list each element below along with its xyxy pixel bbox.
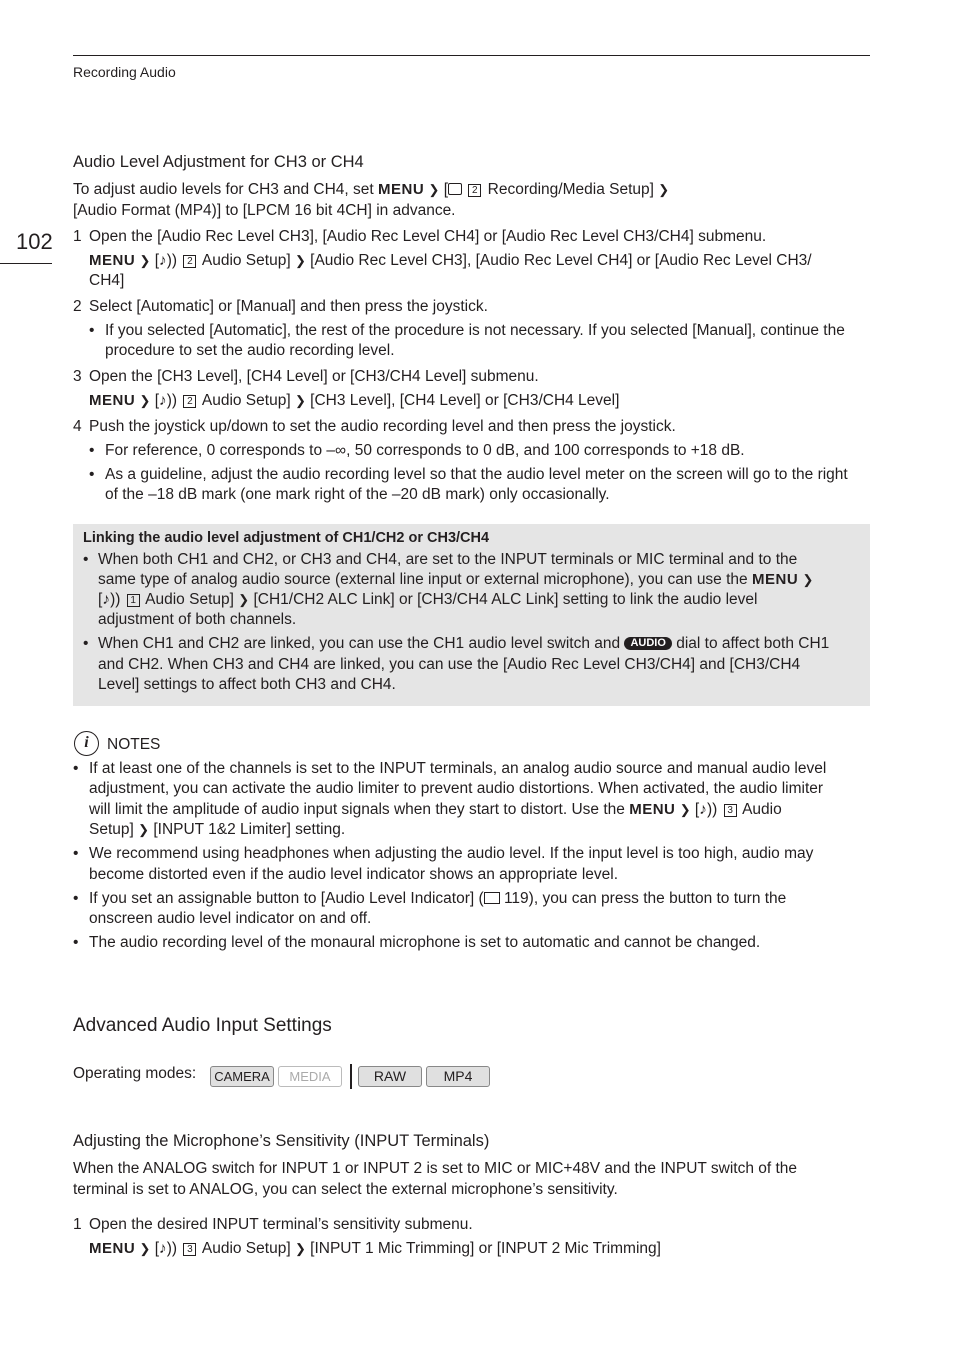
info-icon: i bbox=[74, 731, 99, 756]
step-1-text: Open the [Audio Rec Level CH3], [Audio Rec Level CH4] or [Audio Rec Level CH3/CH4] submenu. bbox=[89, 228, 767, 245]
note-1-line-1: If at least one of the channels is set to the INPUT terminals, an analog audio source and manual audio level bbox=[89, 760, 827, 777]
menu-icon: MENU bbox=[89, 252, 136, 269]
page-reference-link[interactable]: 119), you can press the button to turn the bbox=[503, 890, 787, 907]
submenu-number-icon: 3 bbox=[724, 804, 737, 817]
path-text: Audio Setup] bbox=[145, 591, 234, 608]
step-4-bullet-2-line-1: As a guideline, adjust the audio recording level so that the audio level meter on the screen will go to the right bbox=[105, 466, 848, 483]
arrow-icon: ❯ bbox=[679, 802, 691, 817]
note-1-line-3: will limit the amplitude of audio input signals when they start to distort. Use the MENU ❯ [♪)) 3 Audio bbox=[89, 801, 782, 818]
arrow-icon: ❯ bbox=[139, 1241, 151, 1256]
submenu-number-icon: 1 bbox=[127, 594, 140, 607]
mode-camera-badge: CAMERA bbox=[210, 1066, 274, 1087]
mic-intro-line-2: terminal is set to ANALOG, you can select the external microphone’s sensitivity. bbox=[73, 1181, 618, 1198]
step-1-number: 1 bbox=[73, 228, 82, 245]
linking-b1-line-3: [♪)) 1 Audio Setup] ❯ [CH1/CH2 ALC Link] or [CH3/CH4 ALC Link] setting to link the audio level bbox=[98, 591, 758, 608]
note-1-line-4 bbox=[89, 820, 345, 840]
step-4-number: 4 bbox=[73, 418, 82, 435]
operating-modes-label: Operating modes: bbox=[73, 1065, 197, 1082]
step-2-bullet-line-1: If you selected [Automatic], the rest of the procedure is not necessary. If you selected [Manual], continue the bbox=[105, 322, 845, 339]
note-3-line-2: onscreen audio level indicator on and off. bbox=[89, 910, 372, 927]
bullet: • bbox=[73, 890, 79, 907]
text: dial to affect both CH1 bbox=[676, 635, 830, 652]
section-title-advanced-audio: Advanced Audio Input Settings bbox=[73, 1015, 332, 1036]
path-text: Audio Setup] bbox=[201, 1240, 291, 1257]
step-3-menu-path: MENU ❯ [♪)) 2 Audio Setup] ❯ [CH3 Level], [CH4 Level] or [CH3/CH4 Level] bbox=[89, 392, 620, 409]
bullet: • bbox=[73, 760, 79, 777]
mic-intro-line-1: When the ANALOG switch for INPUT 1 or INPUT 2 is set to MIC or MIC+48V and the INPUT switch of the bbox=[73, 1160, 798, 1177]
linking-b1-line-2 bbox=[98, 570, 813, 590]
path-text: [CH1/CH2 ALC Link] or [CH3/CH4 ALC Link] setting to link the audio level bbox=[253, 591, 758, 608]
linking-b2-line-1 bbox=[98, 634, 829, 654]
step-2-number: 2 bbox=[73, 298, 82, 315]
section-title-ch3-ch4: Audio Level Adjustment for CH3 or CH4 bbox=[73, 153, 364, 171]
arrow-icon: ❯ bbox=[294, 253, 306, 268]
audio-icon: ♪)) bbox=[159, 252, 178, 269]
bullet: • bbox=[73, 845, 79, 862]
mic-step-1-menu-path: MENU ❯ [♪)) 3 Audio Setup] ❯ [INPUT 1 Mic Trimming] or [INPUT 2 Mic Trimming] bbox=[89, 1240, 661, 1257]
menu-icon: MENU bbox=[89, 1240, 136, 1257]
intro-text: To adjust audio levels for CH3 and CH4, set bbox=[73, 181, 374, 198]
note-4: The audio recording level of the monaural microphone is set to automatic and cannot be changed. bbox=[89, 934, 761, 951]
submenu-number-icon: 2 bbox=[468, 184, 481, 197]
step-3-text: Open the [CH3 Level], [CH4 Level] or [CH3/CH4 Level] submenu. bbox=[89, 368, 539, 385]
text: same type of analog audio source (external line input or external microphone), you can use the bbox=[98, 571, 748, 588]
mode-raw-badge: RAW bbox=[358, 1066, 422, 1087]
page-number: 102 bbox=[16, 229, 53, 254]
path-text: Audio Setup] bbox=[201, 252, 291, 269]
intro-line-2: [Audio Format (MP4)] to [LPCM 16 bit 4CH] in advance. bbox=[73, 202, 456, 219]
path-text: [Audio Rec Level CH3], [Audio Rec Level CH4] or [Audio Rec Level CH3/ bbox=[310, 252, 812, 269]
mode-media-badge: MEDIA bbox=[278, 1066, 342, 1087]
intro-path-text: Recording/Media Setup] bbox=[487, 181, 654, 198]
linking-b1-line-1: When both CH1 and CH2, or CH3 and CH4, are set to the INPUT terminals or MIC terminal and to the bbox=[98, 551, 798, 568]
header-rule bbox=[73, 55, 870, 56]
submenu-number-icon: 2 bbox=[183, 395, 196, 408]
path-text: Audio Setup] bbox=[201, 392, 291, 409]
step-2-bullet-line-2: procedure to set the audio recording level. bbox=[105, 342, 395, 359]
bullet: • bbox=[89, 322, 95, 339]
step-1-menu-path-cont: CH4] bbox=[89, 272, 125, 289]
audio-icon: ♪)) bbox=[159, 1240, 178, 1257]
intro-line-1: To adjust audio levels for CH3 and CH4, set MENU ❯ [ 2 Recording/Media Setup] ❯ bbox=[73, 181, 670, 198]
step-3-number: 3 bbox=[73, 368, 82, 385]
step-2-text: Select [Automatic] or [Manual] and then press the joystick. bbox=[89, 298, 488, 315]
arrow-icon: ❯ bbox=[139, 253, 151, 268]
bullet: • bbox=[89, 442, 95, 459]
arrow-icon: ❯ bbox=[428, 182, 440, 197]
page-number-rule bbox=[0, 263, 52, 264]
arrow-icon: ❯ bbox=[138, 822, 150, 837]
audio-icon: ♪)) bbox=[159, 392, 178, 409]
note-2-line-2: become distorted even if the audio level indicator shows an appropriate level. bbox=[89, 866, 619, 883]
text: If you set an assignable button to [Audio Level Indicator] ( bbox=[89, 890, 484, 907]
note-1-line-2: adjustment, you can activate the audio limiter to prevent audio distortions. When activated, the audio limiter bbox=[89, 780, 824, 797]
section-title-mic-sensitivity: Adjusting the Microphone’s Sensitivity (INPUT Terminals) bbox=[73, 1132, 490, 1150]
step-1-menu-path: MENU ❯ [♪)) 2 Audio Setup] ❯ [Audio Rec Level CH3], [Audio Rec Level CH4] or [Audio Rec Level CH3/ bbox=[89, 252, 812, 269]
text: Audio bbox=[742, 801, 782, 818]
menu-icon: MENU bbox=[89, 392, 136, 409]
linking-b1-line-4: adjustment of both channels. bbox=[98, 611, 297, 628]
mic-step-1-number: 1 bbox=[73, 1216, 82, 1233]
arrow-icon: ❯ bbox=[294, 1241, 306, 1256]
arrow-icon: ❯ bbox=[294, 393, 306, 408]
running-header: Recording Audio bbox=[73, 64, 176, 80]
book-reference-icon bbox=[484, 892, 500, 904]
step-4-text: Push the joystick up/down to set the audio recording level and then press the joystick. bbox=[89, 418, 676, 435]
submenu-number-icon: 2 bbox=[183, 255, 196, 268]
path-text: [CH3 Level], [CH4 Level] or [CH3/CH4 Level] bbox=[310, 392, 620, 409]
linking-box-title: Linking the audio level adjustment of CH1/CH2 or CH3/CH4 bbox=[83, 530, 490, 546]
submenu-number-icon: 3 bbox=[183, 1243, 196, 1256]
bullet: • bbox=[89, 466, 95, 483]
mic-step-1-text: Open the desired INPUT terminal’s sensitivity submenu. bbox=[89, 1216, 473, 1233]
bullet: • bbox=[73, 934, 79, 951]
arrow-icon: ❯ bbox=[139, 393, 151, 408]
audio-dial-badge: AUDIO bbox=[624, 637, 671, 650]
camera-setup-icon bbox=[448, 183, 462, 195]
step-4-bullet-1: For reference, 0 corresponds to –∞, 50 corresponds to 0 dB, and 100 corresponds to +18 dB. bbox=[105, 442, 745, 459]
text: When CH1 and CH2 are linked, you can use the CH1 audio level switch and bbox=[98, 635, 621, 652]
menu-icon: MENU bbox=[751, 571, 799, 588]
mode-mp4-badge: MP4 bbox=[426, 1066, 490, 1087]
audio-icon: ♪)) bbox=[699, 801, 718, 818]
linking-b2-line-3: Level] settings to affect both CH3 and CH4. bbox=[98, 676, 396, 693]
text: Setup] bbox=[89, 821, 134, 838]
linking-b2-line-2: and CH2. When CH3 and CH4 are linked, you can use the [Audio Rec Level CH3/CH4] and [CH3/CH4 bbox=[98, 656, 801, 673]
path-text: [INPUT 1 Mic Trimming] or [INPUT 2 Mic Trimming] bbox=[310, 1240, 661, 1257]
menu-icon: MENU bbox=[629, 801, 676, 818]
step-4-bullet-2-line-2: of the –18 dB mark (one mark right of the –20 dB mark) only occasionally. bbox=[105, 486, 610, 503]
menu-icon: MENU bbox=[378, 181, 425, 198]
arrow-icon: ❯ bbox=[802, 572, 814, 587]
arrow-icon: ❯ bbox=[658, 182, 670, 197]
note-2-line-1: We recommend using headphones when adjusting the audio level. If the input level is too high, audio may bbox=[89, 845, 814, 862]
mode-separator bbox=[350, 1064, 352, 1089]
note-3-line-1 bbox=[89, 889, 786, 909]
text: will limit the amplitude of audio input signals when they start to distort. Use the bbox=[89, 801, 625, 818]
audio-icon: ♪)) bbox=[102, 591, 121, 608]
bullet: • bbox=[83, 551, 89, 568]
bullet: • bbox=[83, 635, 89, 652]
notes-title: NOTES bbox=[107, 736, 161, 753]
text: [INPUT 1&2 Limiter] setting. bbox=[153, 821, 346, 838]
arrow-icon: ❯ bbox=[238, 592, 250, 607]
